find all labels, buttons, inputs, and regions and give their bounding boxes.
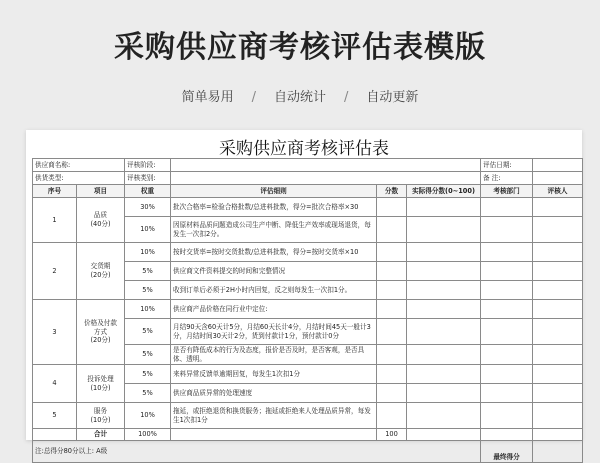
evaluation-sheet xyxy=(26,130,582,461)
rule-text: 因原材料品质问题造成公司生产中断、降低生产效率或现场退货，每发生一次扣2分。 xyxy=(171,217,377,243)
item-number: 3 xyxy=(33,300,77,365)
remark-value[interactable] xyxy=(533,172,583,185)
rule-actual-score[interactable] xyxy=(407,217,481,243)
rule-text: 供应商品质异常的处理速度 xyxy=(171,384,377,403)
rule-actual-score[interactable] xyxy=(407,384,481,403)
rule-department[interactable] xyxy=(481,300,533,319)
rule-score[interactable] xyxy=(377,319,407,345)
rule-department[interactable] xyxy=(481,365,533,384)
tagline xyxy=(0,86,600,105)
total-actual[interactable] xyxy=(407,429,481,441)
rule-score[interactable] xyxy=(377,403,407,429)
sheet-title: 采购供应商考核评估表 xyxy=(219,139,389,159)
rule-department[interactable] xyxy=(481,217,533,243)
rule-weight: 10% xyxy=(125,243,171,262)
rule-score[interactable] xyxy=(377,300,407,319)
rule-evaluator[interactable] xyxy=(533,319,583,345)
rule-department[interactable] xyxy=(481,403,533,429)
rule-department[interactable] xyxy=(481,345,533,365)
evaluation-table xyxy=(32,158,583,463)
rule-actual-score[interactable] xyxy=(407,262,481,281)
rule-actual-score[interactable] xyxy=(407,345,481,365)
rule-text: 供应商文件资料提交的时间和完整情况 xyxy=(171,262,377,281)
rule-department[interactable] xyxy=(481,281,533,300)
info-row-1 xyxy=(33,159,583,172)
rule-weight: 5% xyxy=(125,345,171,365)
rule-weight: 10% xyxy=(125,403,171,429)
table-row xyxy=(33,300,583,319)
remark-label: 备 注: xyxy=(481,172,533,185)
rule-score[interactable] xyxy=(377,365,407,384)
rule-evaluator[interactable] xyxy=(533,243,583,262)
item-project: 交货期 (20分) xyxy=(77,243,125,300)
rule-text: 月结90天含60天计5分，月结60天长计4分，月结时间45天一般计3分，月结时间30天计2分，货到付款计1分，预付款计0分 xyxy=(171,319,377,345)
rule-evaluator[interactable] xyxy=(533,365,583,384)
info-row-2 xyxy=(33,172,583,185)
footer-row xyxy=(33,441,583,463)
eval-stage-value[interactable] xyxy=(171,159,481,172)
separator: / xyxy=(251,90,256,105)
rule-score[interactable] xyxy=(377,345,407,365)
separator: / xyxy=(344,90,349,105)
item-project: 服务 (10分) xyxy=(77,403,125,429)
table-row xyxy=(33,403,583,429)
item-number: 1 xyxy=(33,198,77,243)
rule-score[interactable] xyxy=(377,384,407,403)
rule-actual-score[interactable] xyxy=(407,319,481,345)
grade-note: 注:总得分80分以上: A级 xyxy=(33,441,481,463)
table-row xyxy=(33,243,583,262)
rule-weight: 5% xyxy=(125,384,171,403)
rule-text: 拖延，或拒绝退货和换货服务；拖延或拒绝来人处理品质异常，每发生1次扣1分 xyxy=(171,403,377,429)
tag-auto-stats: 自动统计 xyxy=(273,90,326,105)
col-header: 权重 xyxy=(125,185,171,198)
rule-text: 是否有降低成本的行为及态度，报价是否及时，是否客观，是否具体、透明。 xyxy=(171,345,377,365)
rule-score[interactable] xyxy=(377,198,407,217)
col-header: 评核人 xyxy=(533,185,583,198)
eval-type-value[interactable] xyxy=(171,172,481,185)
rule-weight: 5% xyxy=(125,365,171,384)
rule-evaluator[interactable] xyxy=(533,217,583,243)
rule-actual-score[interactable] xyxy=(407,300,481,319)
rule-evaluator[interactable] xyxy=(533,262,583,281)
table-row xyxy=(33,198,583,217)
item-number: 5 xyxy=(33,403,77,429)
supplier-name-label: 供应商名称: xyxy=(33,159,125,172)
total-weight: 100% xyxy=(125,429,171,441)
rule-text: 收到订单后必须于2H小时内回复，反之则每发生一次扣1分。 xyxy=(171,281,377,300)
tag-easy: 简单易用 xyxy=(181,90,234,105)
rule-text: 来料异常反馈单逾期回复，每发生1次扣1分 xyxy=(171,365,377,384)
item-project: 投诉处理 (10分) xyxy=(77,365,125,403)
rule-weight: 30% xyxy=(125,198,171,217)
eval-stage-label: 评核阶段: xyxy=(125,159,171,172)
rule-actual-score[interactable] xyxy=(407,243,481,262)
eval-date-value[interactable] xyxy=(533,159,583,172)
item-project: 价格及付款 方式 (20分) xyxy=(77,300,125,365)
rule-score[interactable] xyxy=(377,262,407,281)
col-header: 项目 xyxy=(77,185,125,198)
rule-text: 按时交货率=按时交货批数/总进料批数，得分=按时交货率×10 xyxy=(171,243,377,262)
rule-evaluator[interactable] xyxy=(533,345,583,365)
total-score: 100 xyxy=(377,429,407,441)
col-header: 考核部门 xyxy=(481,185,533,198)
eval-type-label: 评核类别: xyxy=(125,172,171,185)
hero-title: 采购供应商考核评估表模版 xyxy=(114,30,486,65)
rule-weight: 5% xyxy=(125,281,171,300)
total-row xyxy=(33,429,583,441)
rule-department[interactable] xyxy=(481,384,533,403)
rule-weight: 5% xyxy=(125,262,171,281)
rule-score[interactable] xyxy=(377,281,407,300)
rule-score[interactable] xyxy=(377,217,407,243)
item-number: 4 xyxy=(33,365,77,403)
rule-actual-score[interactable] xyxy=(407,403,481,429)
rule-department[interactable] xyxy=(481,319,533,345)
rule-score[interactable] xyxy=(377,243,407,262)
col-header: 实际得分数(0~100) xyxy=(407,185,481,198)
col-header: 评估细则 xyxy=(171,185,377,198)
table-row xyxy=(33,365,583,384)
rule-actual-score[interactable] xyxy=(407,198,481,217)
rule-evaluator[interactable] xyxy=(533,403,583,429)
rule-evaluator[interactable] xyxy=(533,384,583,403)
rule-weight: 10% xyxy=(125,300,171,319)
tag-auto-update: 自动更新 xyxy=(366,90,419,105)
rule-evaluator[interactable] xyxy=(533,281,583,300)
rule-department[interactable] xyxy=(481,262,533,281)
total-label: 合计 xyxy=(77,429,125,441)
final-score-value[interactable] xyxy=(533,441,583,463)
final-score-label: 最终得分 xyxy=(481,441,533,463)
rule-weight: 5% xyxy=(125,319,171,345)
supply-type-label: 供货类型: xyxy=(33,172,125,185)
rule-text: 批次合格率=检验合格批数/总进料批数，得分=批次合格率×30 xyxy=(171,198,377,217)
col-header: 分数 xyxy=(377,185,407,198)
rule-evaluator[interactable] xyxy=(533,300,583,319)
rule-department[interactable] xyxy=(481,243,533,262)
rule-text: 供应商产品价格在同行业中定位: xyxy=(171,300,377,319)
rule-actual-score[interactable] xyxy=(407,281,481,300)
rule-department[interactable] xyxy=(481,198,533,217)
rule-actual-score[interactable] xyxy=(407,365,481,384)
header-row xyxy=(33,185,583,198)
rule-weight: 10% xyxy=(125,217,171,243)
item-project: 品质 (40分) xyxy=(77,198,125,243)
item-number: 2 xyxy=(33,243,77,300)
rule-evaluator[interactable] xyxy=(533,198,583,217)
col-header: 序号 xyxy=(33,185,77,198)
eval-date-label: 评估日期: xyxy=(481,159,533,172)
